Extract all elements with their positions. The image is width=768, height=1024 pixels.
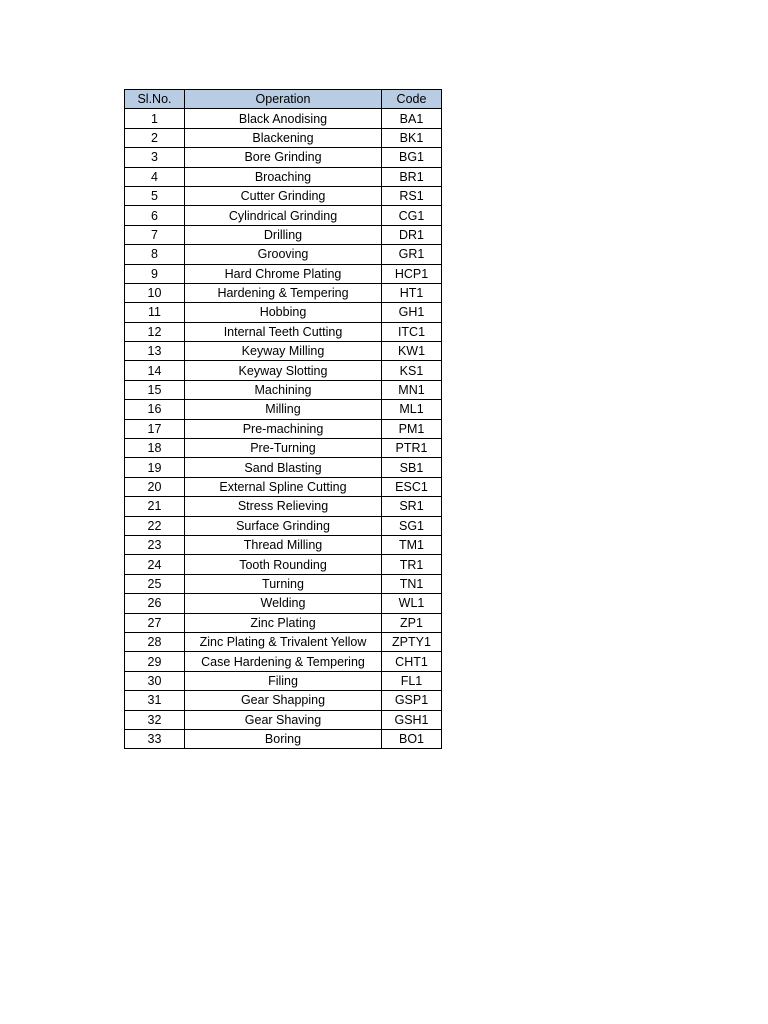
cell-code: HT1: [382, 283, 442, 302]
cell-operation: Gear Shapping: [185, 691, 382, 710]
cell-code: KS1: [382, 361, 442, 380]
cell-operation: Sand Blasting: [185, 458, 382, 477]
cell-operation: Filing: [185, 671, 382, 690]
cell-code: CHT1: [382, 652, 442, 671]
cell-code: BR1: [382, 167, 442, 186]
cell-code: FL1: [382, 671, 442, 690]
cell-code: TN1: [382, 574, 442, 593]
cell-operation: Drilling: [185, 225, 382, 244]
table-row: [125, 710, 442, 729]
cell-operation: Broaching: [185, 167, 382, 186]
cell-sl-no: 5: [125, 186, 185, 205]
table-row: [125, 128, 442, 147]
table-row: [125, 186, 442, 205]
cell-sl-no: 21: [125, 497, 185, 516]
cell-operation: Gear Shaving: [185, 710, 382, 729]
table-row: [125, 303, 442, 322]
table-row: [125, 671, 442, 690]
table-row: [125, 400, 442, 419]
cell-code: HCP1: [382, 264, 442, 283]
cell-code: ESC1: [382, 477, 442, 496]
cell-code: TM1: [382, 535, 442, 554]
table-row: [125, 594, 442, 613]
cell-operation: Pre-Turning: [185, 439, 382, 458]
table-header-row: [125, 90, 442, 109]
cell-operation: Tooth Rounding: [185, 555, 382, 574]
cell-operation: Surface Grinding: [185, 516, 382, 535]
cell-code: DR1: [382, 225, 442, 244]
cell-sl-no: 25: [125, 574, 185, 593]
header-operation: Operation: [185, 90, 382, 109]
cell-operation: Zinc Plating & Trivalent Yellow: [185, 632, 382, 651]
cell-sl-no: 3: [125, 148, 185, 167]
cell-code: BA1: [382, 109, 442, 128]
table-row: [125, 632, 442, 651]
cell-code: GH1: [382, 303, 442, 322]
cell-sl-no: 4: [125, 167, 185, 186]
cell-sl-no: 11: [125, 303, 185, 322]
cell-sl-no: 12: [125, 322, 185, 341]
cell-operation: Black Anodising: [185, 109, 382, 128]
cell-operation: Keyway Milling: [185, 342, 382, 361]
table-row: [125, 535, 442, 554]
header-code: Code: [382, 90, 442, 109]
table-body: [125, 109, 442, 749]
cell-operation: Bore Grinding: [185, 148, 382, 167]
cell-operation: Cutter Grinding: [185, 186, 382, 205]
table-row: [125, 322, 442, 341]
cell-code: ITC1: [382, 322, 442, 341]
cell-operation: Cylindrical Grinding: [185, 206, 382, 225]
cell-operation: Stress Relieving: [185, 497, 382, 516]
cell-sl-no: 16: [125, 400, 185, 419]
header-sl-no: Sl.No.: [125, 90, 185, 109]
cell-sl-no: 23: [125, 535, 185, 554]
cell-sl-no: 28: [125, 632, 185, 651]
cell-code: BO1: [382, 729, 442, 748]
cell-code: GSP1: [382, 691, 442, 710]
cell-sl-no: 27: [125, 613, 185, 632]
table-row: [125, 652, 442, 671]
cell-code: MN1: [382, 380, 442, 399]
cell-sl-no: 9: [125, 264, 185, 283]
cell-code: CG1: [382, 206, 442, 225]
table-row: [125, 439, 442, 458]
table-row: [125, 206, 442, 225]
cell-sl-no: 19: [125, 458, 185, 477]
table-row: [125, 109, 442, 128]
cell-sl-no: 30: [125, 671, 185, 690]
cell-code: PM1: [382, 419, 442, 438]
cell-sl-no: 22: [125, 516, 185, 535]
cell-operation: External Spline Cutting: [185, 477, 382, 496]
cell-operation: Zinc Plating: [185, 613, 382, 632]
table-row: [125, 342, 442, 361]
cell-sl-no: 15: [125, 380, 185, 399]
table-row: [125, 245, 442, 264]
table-row: [125, 691, 442, 710]
cell-sl-no: 6: [125, 206, 185, 225]
cell-sl-no: 32: [125, 710, 185, 729]
table-row: [125, 148, 442, 167]
operations-table: [124, 89, 442, 749]
table-row: [125, 419, 442, 438]
cell-sl-no: 20: [125, 477, 185, 496]
cell-code: BG1: [382, 148, 442, 167]
cell-code: TR1: [382, 555, 442, 574]
cell-sl-no: 14: [125, 361, 185, 380]
cell-sl-no: 26: [125, 594, 185, 613]
cell-sl-no: 13: [125, 342, 185, 361]
cell-sl-no: 29: [125, 652, 185, 671]
cell-sl-no: 2: [125, 128, 185, 147]
cell-operation: Blackening: [185, 128, 382, 147]
cell-code: SR1: [382, 497, 442, 516]
cell-code: WL1: [382, 594, 442, 613]
cell-sl-no: 8: [125, 245, 185, 264]
cell-code: ZP1: [382, 613, 442, 632]
table-row: [125, 458, 442, 477]
cell-sl-no: 24: [125, 555, 185, 574]
table-row: [125, 167, 442, 186]
cell-operation: Welding: [185, 594, 382, 613]
table-row: [125, 574, 442, 593]
cell-sl-no: 17: [125, 419, 185, 438]
cell-operation: Hobbing: [185, 303, 382, 322]
table-row: [125, 264, 442, 283]
table-row: [125, 555, 442, 574]
cell-operation: Machining: [185, 380, 382, 399]
table-row: [125, 361, 442, 380]
table-row: [125, 283, 442, 302]
table-row: [125, 729, 442, 748]
cell-operation: Hard Chrome Plating: [185, 264, 382, 283]
table-row: [125, 225, 442, 244]
cell-sl-no: 1: [125, 109, 185, 128]
cell-sl-no: 33: [125, 729, 185, 748]
cell-code: SB1: [382, 458, 442, 477]
cell-operation: Pre-machining: [185, 419, 382, 438]
cell-operation: Hardening & Tempering: [185, 283, 382, 302]
cell-code: ML1: [382, 400, 442, 419]
cell-operation: Case Hardening & Tempering: [185, 652, 382, 671]
cell-code: RS1: [382, 186, 442, 205]
cell-code: ZPTY1: [382, 632, 442, 651]
table-row: [125, 477, 442, 496]
cell-operation: Turning: [185, 574, 382, 593]
cell-code: GSH1: [382, 710, 442, 729]
cell-operation: Thread Milling: [185, 535, 382, 554]
cell-sl-no: 18: [125, 439, 185, 458]
cell-sl-no: 7: [125, 225, 185, 244]
cell-code: BK1: [382, 128, 442, 147]
cell-sl-no: 10: [125, 283, 185, 302]
cell-operation: Keyway Slotting: [185, 361, 382, 380]
cell-code: GR1: [382, 245, 442, 264]
cell-code: PTR1: [382, 439, 442, 458]
cell-code: KW1: [382, 342, 442, 361]
cell-operation: Internal Teeth Cutting: [185, 322, 382, 341]
table-row: [125, 497, 442, 516]
cell-operation: Boring: [185, 729, 382, 748]
cell-code: SG1: [382, 516, 442, 535]
table-row: [125, 613, 442, 632]
cell-operation: Grooving: [185, 245, 382, 264]
table-row: [125, 516, 442, 535]
table-row: [125, 380, 442, 399]
cell-sl-no: 31: [125, 691, 185, 710]
cell-operation: Milling: [185, 400, 382, 419]
